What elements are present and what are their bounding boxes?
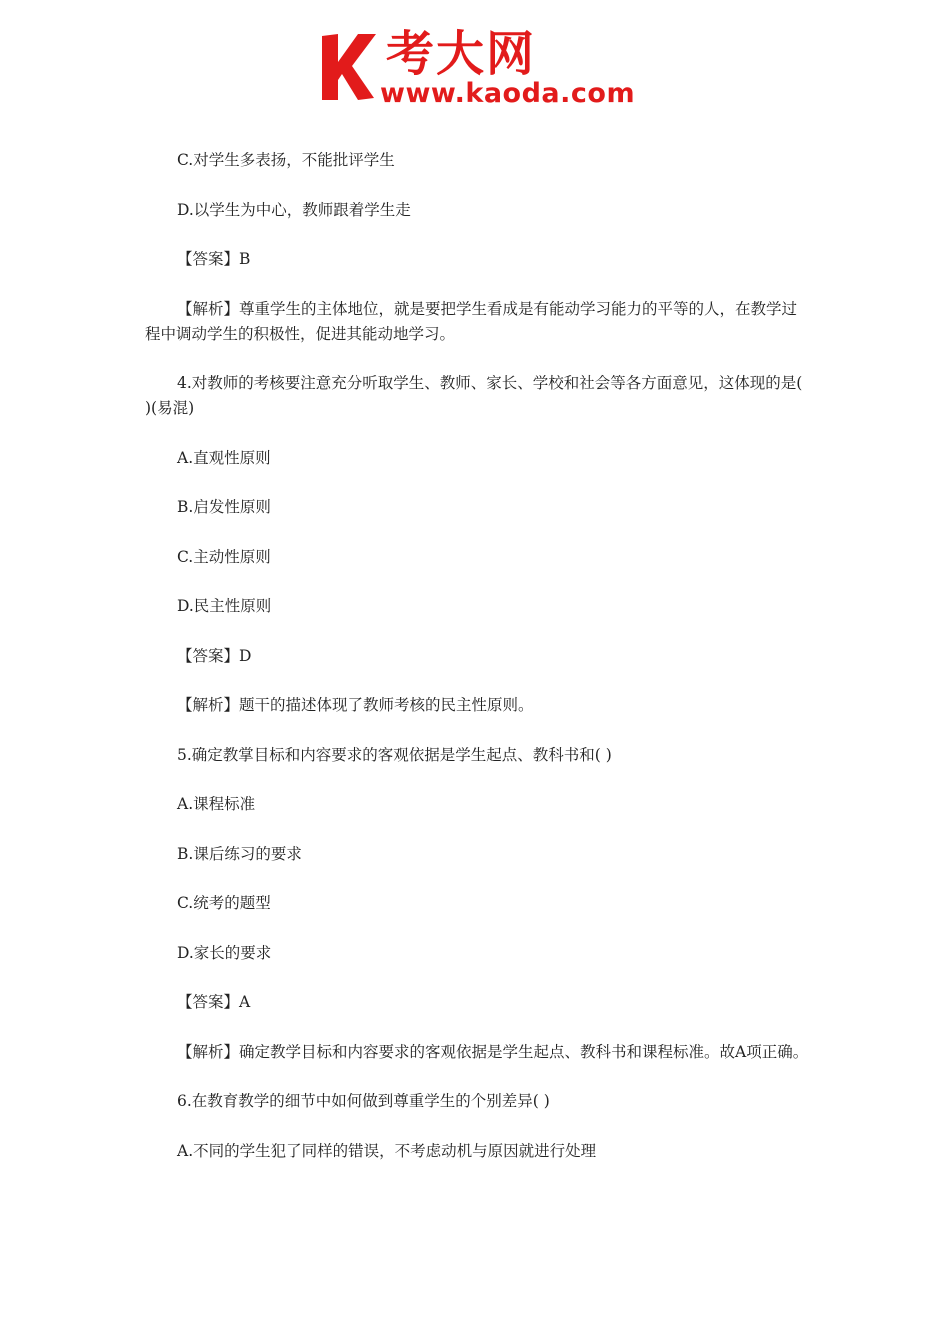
q4-option-c: C.主动性原则	[177, 547, 271, 566]
q5-option-d: D.家长的要求	[177, 943, 272, 962]
q5-answer: 【答案】A	[177, 993, 251, 1011]
q4-option-b: B.启发性原则	[177, 498, 271, 516]
q4-answer: 【答案】D	[177, 646, 252, 665]
option-c: C.对学生多表扬，不能批评学生	[177, 151, 395, 169]
q5-analysis: 【解析】确定教学目标和内容要求的客观依据是学生起点、教科书和课程标准。故A项正确。	[177, 1042, 809, 1061]
q4-option-d: D.民主性原则	[177, 597, 272, 615]
q5-option-c: C.统考的题型	[177, 894, 271, 912]
q4-analysis: 【解析】题干的描述体现了教师考核的民主性原则。	[177, 696, 534, 714]
question-5: 5.确定教掌目标和内容要求的客观依据是学生起点、教科书和( )	[177, 745, 612, 764]
logo-title: 考大网	[386, 26, 537, 82]
question-6: 6.在教育教学的细节中如何做到尊重学生的个别差异( )	[177, 1092, 550, 1110]
answer-line: 【答案】B	[177, 250, 251, 268]
logo-url: www.kaoda.com	[380, 78, 636, 109]
option-d: D.以学生为中心，教师跟着学生走	[177, 200, 411, 219]
q5-option-a: A.课程标准	[177, 795, 256, 813]
k-logo-icon	[318, 28, 380, 104]
document-content	[145, 148, 810, 1188]
q5-option-b: B.课后练习的要求	[177, 844, 302, 863]
analysis-line: 【解析】尊重学生的主体地位，就是要把学生看成是有能动学习能力的平等的人，在教学过程中调动学生的积极性，促进其能动地学习。	[145, 299, 798, 343]
q6-option-a: A.不同的学生犯了同样的错误，不考虑动机与原因就进行处理	[177, 1141, 597, 1160]
q4-option-a: A.直观性原则	[177, 448, 271, 467]
kaoda-logo	[318, 28, 648, 112]
question-4: 4.对教师的考核要注意充分听取学生、教师、家长、学校和社会等各方面意见，这体现的是( )(易混)	[145, 374, 803, 417]
